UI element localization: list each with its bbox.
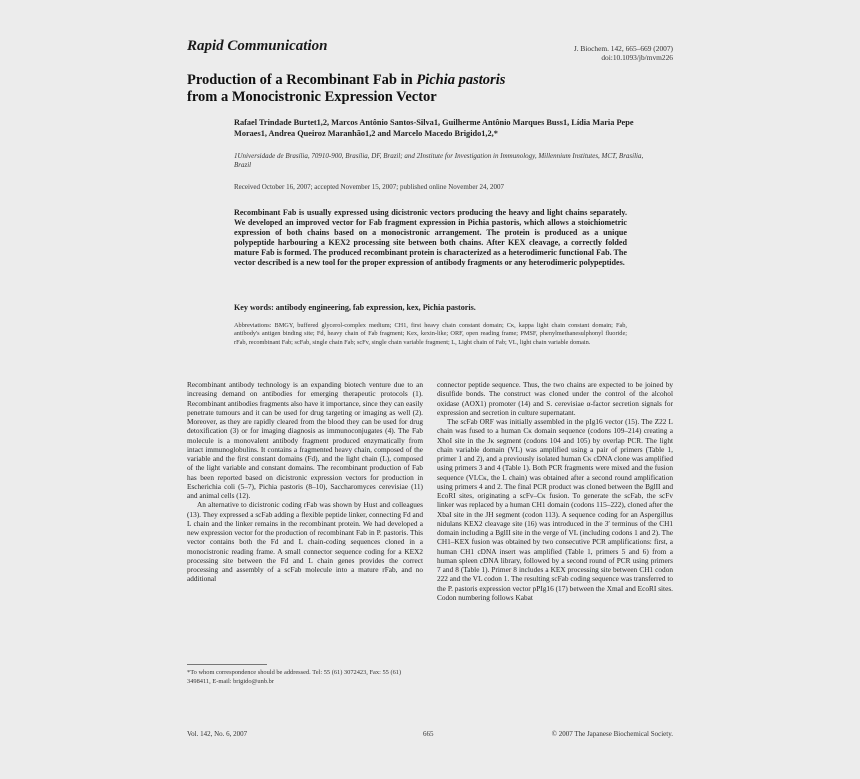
journal-reference (574, 44, 673, 62)
footer-copyright: © 2007 The Japanese Biochemical Society. (551, 730, 673, 738)
doi: doi:10.1093/jb/mvm226 (601, 53, 673, 62)
title-species: Pichia pastoris (416, 72, 506, 88)
correspondence-footnote: *To whom correspondence should be addressed. Tel: 55 (61) 3072423, Fax: 55 (61) 3498411, E-mail: brigido@unb.br (187, 669, 402, 685)
body-column-right (437, 380, 673, 602)
body-paragraph: Recombinant antibody technology is an expanding biotech venture due to an increasing demand on antibodies for emerging therapeutic protocols (1). Recombinant antibodies fragments also have it importance, since they can easily penetrate tumours and it can be used for drug targeting or imaging as well (2). Moreover, as they are rapidly cleared from the blood they can be used for drug detoxification (3) or for imaging diagnosis as immunoconjugates (4). The Fab molecule is a monovalent antibody fragment produced enzymatically from intact immunoglobulins. It contains a fragmented heavy chain, composed of the variable and the first constant domains (Fd), and the light chain (L), composed of the light variable and constant domains. The recombinant production of Fab has been reported based on dicistronic expression vectors for production in Escherichia coli (5–7), Pichia pastoris (8–10), Saccharomyces cerevisiae (11) and animal cells (12). (187, 380, 423, 500)
keywords: Key words: antibody engineering, fab expression, kex, Pichia pastoris. (234, 303, 476, 312)
abbreviations: Abbreviations: BMGY, buffered glycerol-complex medium; CH1, first heavy chain constant domain; Cκ, kappa light chain constant domain; Fab, antibody's antigen binding site; Fd, heavy chain of Fab fragment; Kex, kexin-like; ORF, open reading frame; PMSF, phenylmethanesulphonyl fluoride; rFab, recombinant Fab; scFab, single chain Fab; scFv, single chain variable fragment; L, Light chain of Fab; VL, light chain variable domain. (234, 322, 627, 346)
affiliations: 1Universidade de Brasília, 70910-900, Brasília, DF, Brazil; and 2Institute for Investigation in Immunology, Millennium Institutes, MCT, Brasília, Brazil (234, 152, 644, 169)
journal-citation: J. Biochem. 142, 665–669 (2007) (573, 44, 673, 53)
body-paragraph: connector peptide sequence. Thus, the two chains are expected to be joined by disulfide bonds. The construct was cloned under the control of the alcohol oxidase (AOX1) promoter (14) and S. cerevisiae α-factor secretion signals for expression and secretion in culture supernatant. (437, 380, 673, 417)
page-number: 665 (423, 730, 434, 738)
body-paragraph: An alternative to dicistronic coding rFab was shown by Hust and colleagues (13). They expressed a scFab adding a flexible peptide linker, connecting Fd and L chain and the linker remains in the recombinant protein. We had developed a new expression vector for the production of recombinant Fab in P. pastoris. This vector contains both the Fd and L chain-coding sequences cloned in a monocistronic reading frame. A small connector sequence coding for a KEX2 processing site between the Fd and L chain genes provides the correct processing and assembly of a scFab molecule into a mature rFab, and no additional (187, 500, 423, 584)
footnote-divider (187, 664, 267, 665)
body-paragraph: The scFab ORF was initially assembled in the pIg16 vector (15). The Z22 L chain was fused to a human Cκ domain sequence (codons 109–214) creating a XhoI site in the Jκ segment (codons 104 and 105) by overlap PCR. The light chain variable domain (VL) was amplified using a pair of primers (Table 1, primer 1 and 2), and a previously isolated human Cκ cDNA clone was amplified using primers 3 and 4 (Table 1). Both PCR fragments were mixed and the fusion sequence (VLCκ, the L chain) was obtained after a second round amplification using primers 4 and 2. The final PCR product was cloned between the BglII and EcoRI sites, originating a scFv–Cκ fusion. To generate the scFab, the scFv linker was replaced by a human CH1 domain (codons 115–222), cloned after the XbaI site in the JH segment (codon 113). A sequence coding for an Aspergillus nidulans KEX2 cleavage site (16) was introduced in the 3′ terminus of the CH1 domain including a BglII site in the verge of VL (including codons 1 and 2). The CH1–KEX fusion was obtained by two consecutive PCR amplifications: first, a human CH1 cDNA insert was amplified (Table 1, primers 5 and 6) from a human spleen cDNA library, followed by a second round of PCR using primers 7 and 8 (Table 1). Primer 8 includes a KEX processing site between CH1 codon 222 and the VL codon 1. The resulting scFab coding sequence was transferred to the P. pastoris expression vector pPIg16 (17) between the XmaI and EcoRI sites. Codon numbering follows Kabat (437, 417, 673, 602)
body-column-left (187, 380, 423, 584)
received-dates: Received October 16, 2007; accepted November 15, 2007; published online November 24, 2007 (234, 183, 505, 191)
paper-title (187, 72, 667, 106)
footer-volume: Vol. 142, No. 6, 2007 (187, 730, 248, 738)
title-part1: Production of a Recombinant Fab in (187, 72, 417, 88)
abstract: Recombinant Fab is usually expressed using dicistronic vectors producing the heavy and light chains separately. We developed an improved vector for Fab fragment expression in Pichia pastoris, which allows a stoichiometric expression of both chains based on a monocistronic arrangement. The protein is produced as a unique polypeptide harbouring a KEX2 processing site between both chains. After KEX cleavage, a correctly folded mature Fab is formed. The produced recombinant protein is characterized as a heterodimeric functional Fab. The vector described is a new tool for the proper expression of antibody fragments or any heterodimeric polypeptides. (234, 208, 627, 268)
section-label: Rapid Communication (187, 38, 328, 54)
author-list: Rafael Trindade Burtet1,2, Marcos Antônio Santos-Silva1, Guilherme Antônio Marques Buss1, Lídia Maria Pepe Moraes1, Andrea Queiroz Maranhão1,2 and Marcelo Macedo Brigido1,2,* (234, 118, 634, 138)
title-part2: from a Monocistronic Expression Vector (187, 89, 437, 105)
